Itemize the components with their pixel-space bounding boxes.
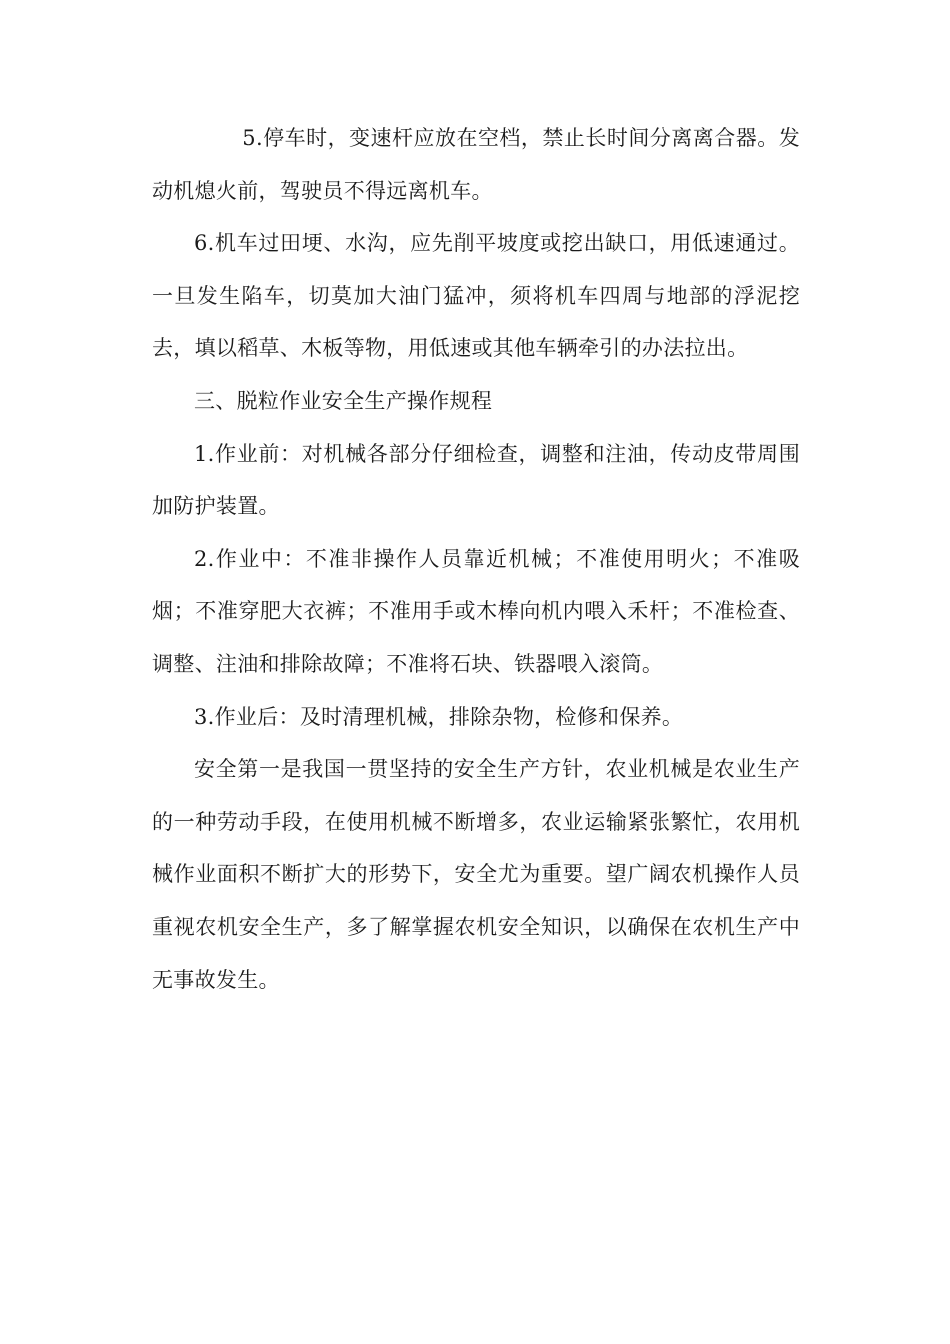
paragraph-before-work: 1.作业前：对机械各部分仔细检查，调整和注油，传动皮带周围加防护装置。 <box>152 441 800 519</box>
paragraph-item-5-parking: 5.停车时，变速杆应放在空档，禁止长时间分离离合器。发动机熄火前，驾驶员不得远离机车。 <box>152 126 800 203</box>
paragraph-conclusion: 安全第一是我国一贯坚持的安全生产方针，农业机械是农业生产的一种劳动手段，在使用机械不断增多，农业运输紧张繁忙，农用机械作业面积不断扩大的形势下，安全尤为重要。望广阔农机操作人员重视农机安全生产，多了解掌握农机安全知识，以确保在农机生产中无事故发生。 <box>152 757 800 992</box>
document-body <box>152 112 800 1006</box>
paragraph-item-6-crossing: 6.机车过田埂、水沟，应先削平坡度或挖出缺口，用低速通过。一旦发生陷车，切莫加大油门猛冲，须将机车四周与地部的浮泥挖去，填以稻草、木板等物，用低速或其他车辆牵引的办法拉出。 <box>152 231 800 361</box>
paragraph-after-work: 3.作业后：及时清理机械，排除杂物，检修和保养。 <box>194 704 684 729</box>
section-heading-threshing: 三、脱粒作业安全生产操作规程 <box>194 388 493 413</box>
paragraph-during-work: 2.作业中：不准非操作人员靠近机械；不准使用明火；不准吸烟；不准穿肥大衣裤；不准用手或木棒向机内喂入禾杆；不准检查、调整、注油和排除故障；不准将石块、铁器喂入滚筒。 <box>152 546 800 676</box>
